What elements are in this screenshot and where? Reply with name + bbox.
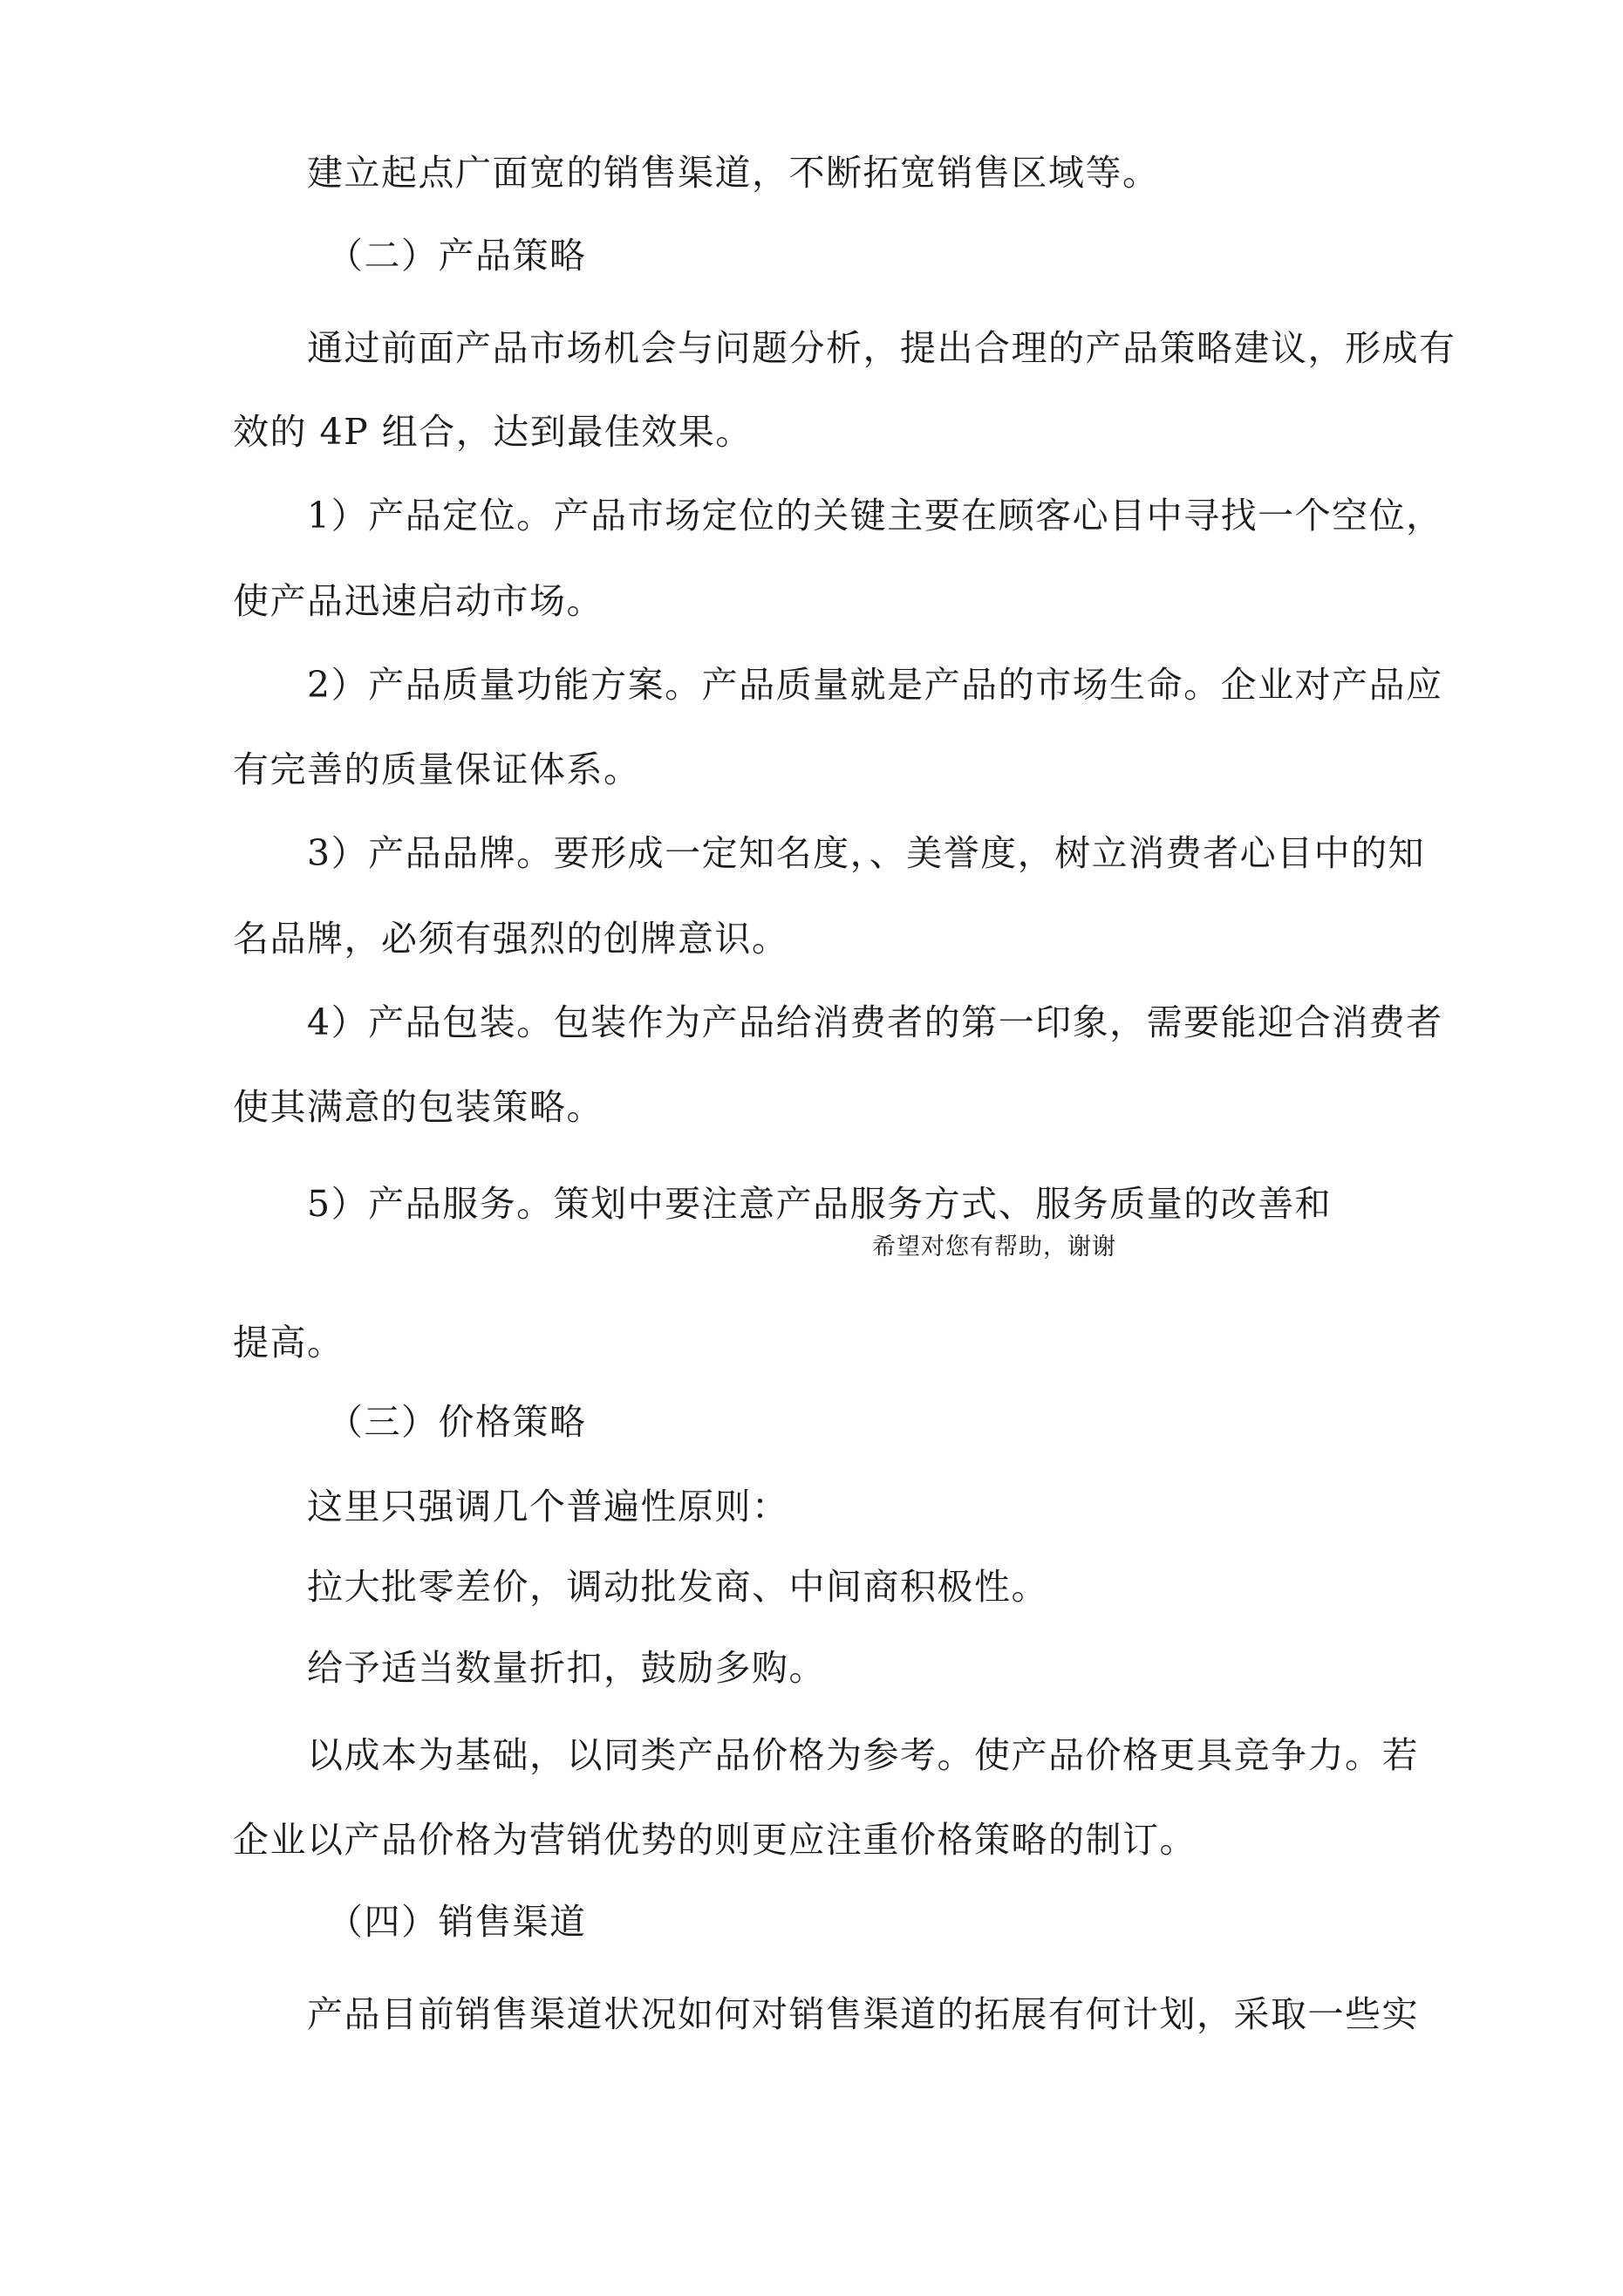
section-heading-price-strategy: （三）价格策略 <box>327 1401 587 1443</box>
body-line-13: 5）产品服务。策划中要注意产品服务方式、服务质量的改善和 <box>307 1183 1333 1225</box>
body-line-12: 使其满意的包装策略。 <box>233 1086 604 1128</box>
body-line-3: 通过前面产品市场机会与问题分析，提出合理的产品策略建议，形成有 <box>307 327 1456 369</box>
body-line-9: 3）产品品牌。要形成一定知名度，、美誉度，树立消费者心目中的知 <box>307 832 1426 874</box>
body-line-19: 以成本为基础，以同类产品价格为参考。使产品价格更具竞争力。若 <box>307 1734 1419 1776</box>
body-line-20: 企业以产品价格为营销优势的则更应注重价格策略的制订。 <box>233 1819 1197 1861</box>
body-line-10: 名品牌，必须有强烈的创牌意识。 <box>233 918 789 960</box>
body-line-14: 提高。 <box>233 1322 344 1363</box>
body-line-16: 这里只强调几个普遍性原则： <box>307 1486 789 1527</box>
body-line-18: 给予适当数量折扣，鼓励多购。 <box>307 1647 826 1689</box>
body-line-22: 产品目前销售渠道状况如何对销售渠道的拓展有何计划，采取一些实 <box>307 1993 1419 2035</box>
body-line-4: 效的 4P 组合，达到最佳效果。 <box>233 411 753 453</box>
section-heading-product-strategy: （二）产品策略 <box>327 235 587 277</box>
body-line-6: 使产品迅速启动市场。 <box>233 580 604 622</box>
body-line-7: 2）产品质量功能方案。产品质量就是产品的市场生命。企业对产品应 <box>307 664 1443 706</box>
body-line-17: 拉大批零差价，调动批发商、中间商积极性。 <box>307 1566 1048 1608</box>
body-line-5: 1）产品定位。产品市场定位的关键主要在顾客心目中寻找一个空位， <box>307 495 1443 536</box>
body-line-1: 建立起点广面宽的销售渠道，不断拓宽销售区域等。 <box>307 152 1160 194</box>
inline-note: 希望对您有帮助，谢谢 <box>872 1233 1116 1261</box>
body-line-8: 有完善的质量保证体系。 <box>233 748 641 790</box>
body-line-11: 4）产品包装。包装作为产品给消费者的第一印象，需要能迎合消费者 <box>307 1001 1443 1043</box>
section-heading-sales-channels: （四）销售渠道 <box>327 1901 587 1943</box>
